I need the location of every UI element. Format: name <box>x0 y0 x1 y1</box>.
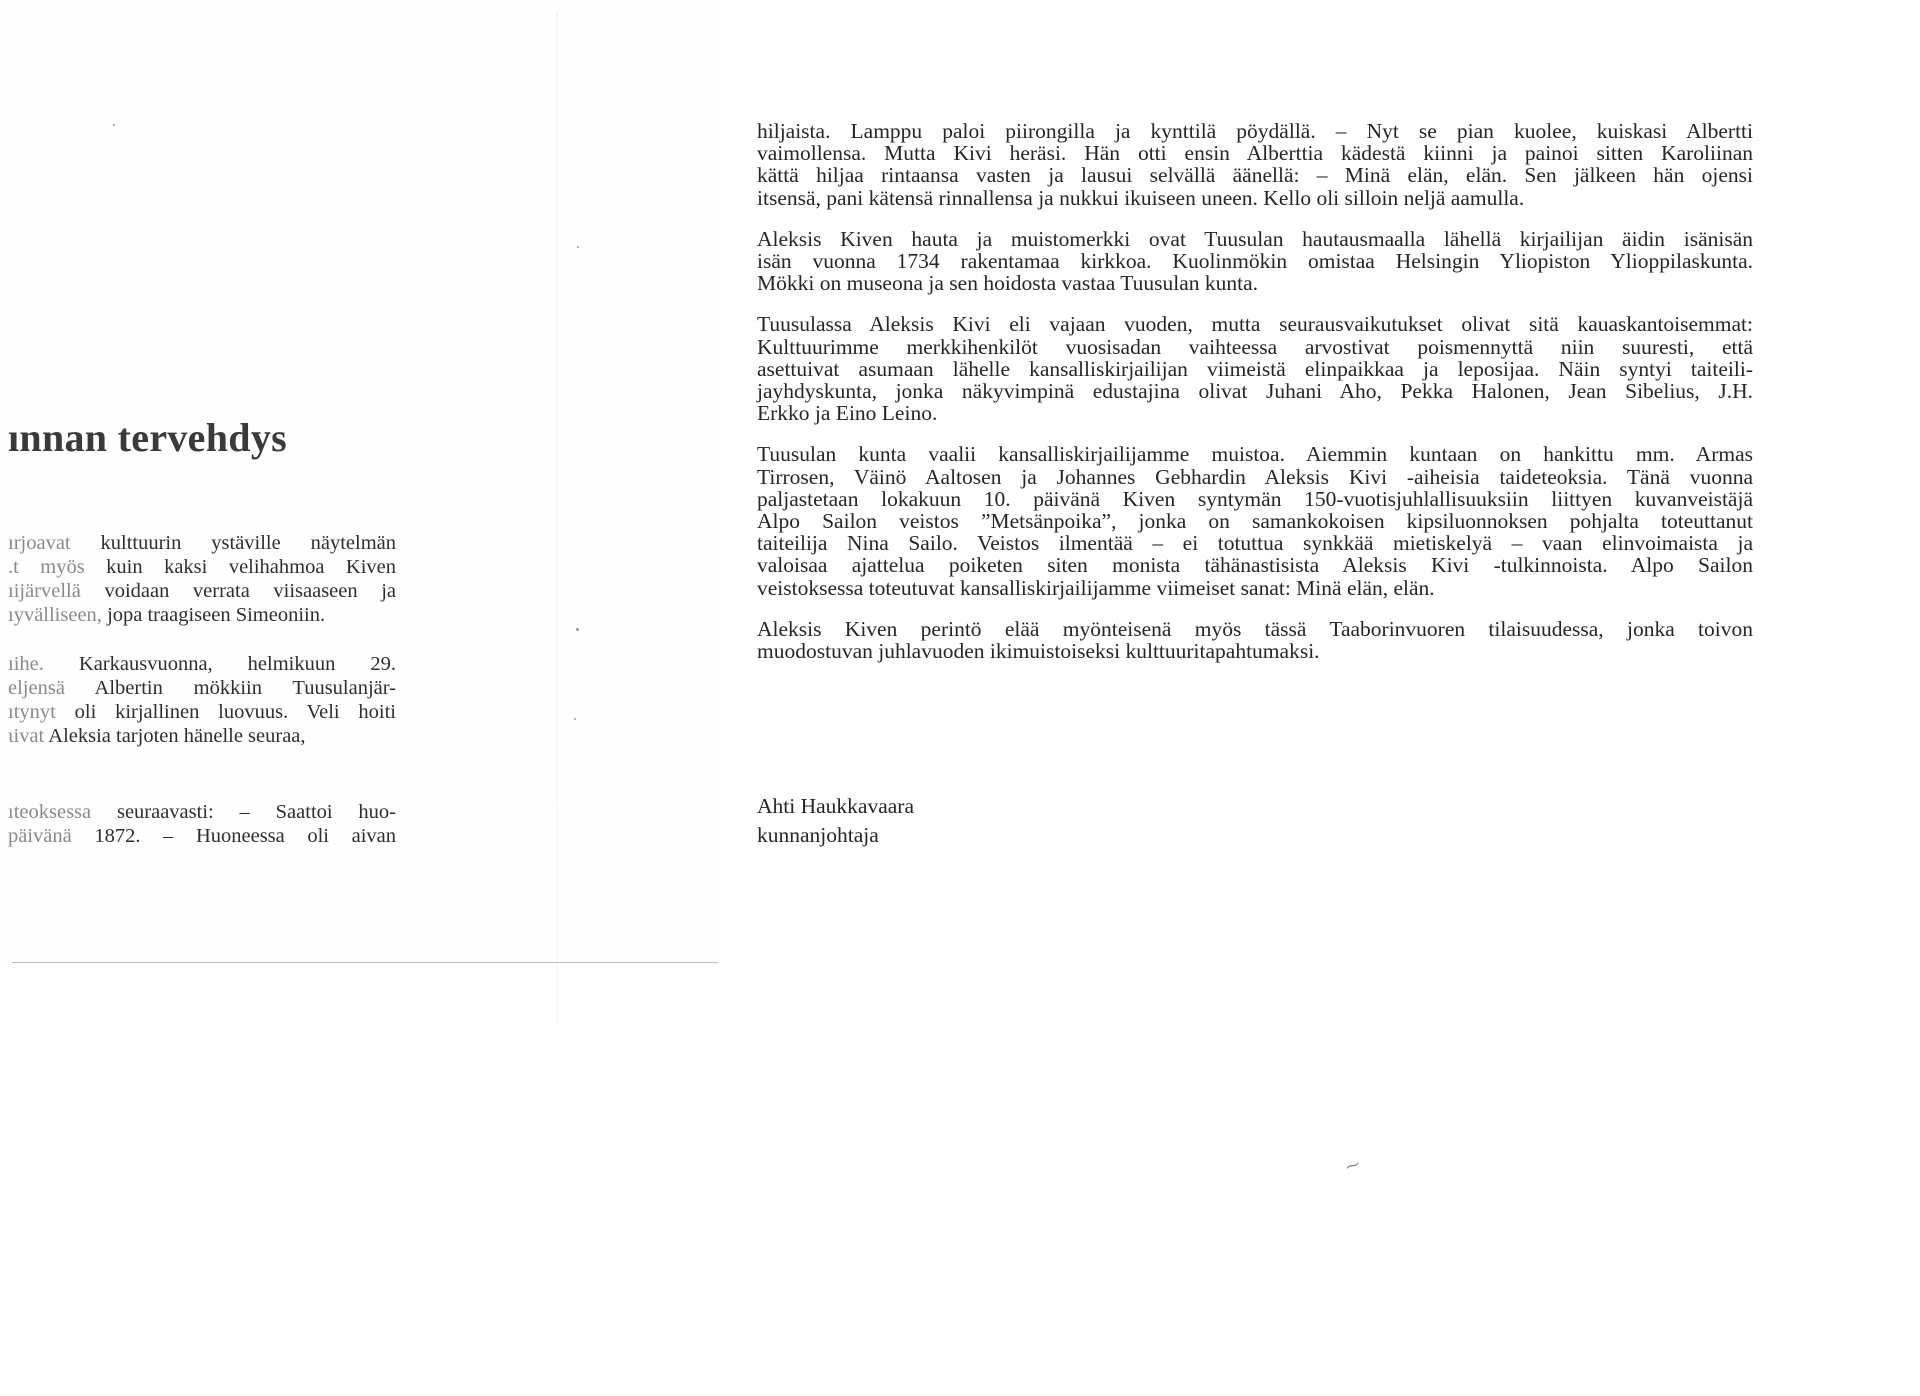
text-line: Tuusulan kunta vaalii kansalliskirjailijamme muistoa. Aiemmin kuntaan on hankittu mm. Armas <box>757 442 1753 467</box>
text-line: Tirrosen, Väinö Aaltosen ja Johannes Gebhardin Aleksis Kivi -aiheisia taideteoksia. Tänä vuonna <box>757 464 1753 489</box>
text-line: muodostuvan juhlavuoden ikimuistoiseksi kulttuuritapahtumaksi. <box>757 639 1320 664</box>
text-line: Erkko ja Eino Leino. <box>757 401 938 426</box>
left-paragraph-1 <box>8 531 396 627</box>
text-line: asettuivat asumaan lähelle kansalliskirjailijan viimeistä elinpaikkaa ja leposijaa. Näin syntyi taiteili- <box>757 356 1753 381</box>
text-line: ıtynyt oli kirjallinen luovuus. Veli hoiti <box>8 701 396 723</box>
text-line: veistoksessa toteutuvat kansalliskirjailijamme viimeiset sanat: Minä elän, elän. <box>757 575 1435 600</box>
text-line: Aleksis Kiven hauta ja muistomerkki ovat Tuusulan hautausmaalla lähellä kirjailijan äidin isänisän <box>757 226 1753 251</box>
text-line: ıteoksessa seuraavasti: – Saattoi huo- <box>8 801 396 823</box>
text-line: ɩivat Aleksia tarjoten hänelle seuraa, <box>8 725 306 747</box>
text-line: Mökki on museona ja sen hoidosta vastaa Tuusulan kunta. <box>757 271 1259 296</box>
paragraph-4 <box>757 443 1753 598</box>
right-page-body <box>757 120 1753 681</box>
left-page <box>0 0 720 965</box>
text-line: hiljaista. Lamppu paloi piirongilla ja kynttilä pöydällä. – Nyt se pian kuolee, kuiskasi Albertti <box>757 119 1753 143</box>
page-bottom-edge <box>12 962 718 963</box>
text-line: Aleksis Kiven perintö elää myönteisenä myös tässä Taaborinvuoren tilaisuudessa, jonka toivon <box>757 616 1753 641</box>
left-paragraph-3 <box>8 800 396 848</box>
text-line: ıihe. Karkausvuonna, helmikuun 29. <box>8 653 396 675</box>
text-line: Alpo Sailon veistos ”Metsänpoika”, jonka on samankokoisen kipsiluonnoksen pohjalta toteuttanut <box>757 509 1753 534</box>
signatory-name: Ahti Haukkavaara <box>757 794 914 818</box>
text-line: jayhdyskunta, jonka näkyvimpinä edustajina olivat Juhani Aho, Pekka Halonen, Jean Sibelius, J.H. <box>757 379 1753 404</box>
text-line: isän vuonna 1734 rakentamaa kirkkoa. Kuolinmökin omistaa Helsingin Yliopiston Ylioppilaskunta. <box>757 249 1753 274</box>
dust-speck <box>576 628 579 631</box>
paragraph-1 <box>757 120 1753 209</box>
dust-speck <box>574 718 576 720</box>
text-line: eljensä Albertin mökkiin Tuusulanjär- <box>8 677 396 699</box>
left-page-heading: ınnan tervehdys <box>8 415 287 460</box>
text-line: ırjoavat kulttuurin ystäville näytelmän <box>8 532 396 554</box>
signatory-title: kunnanjohtaja <box>757 823 879 847</box>
dust-speck <box>113 124 115 126</box>
text-line: ıyvälliseen, jopa traagiseen Simeoniin. <box>8 604 326 626</box>
text-line: itsensä, pani kätensä rinnallensa ja nukkui ikuiseen uneen. Kello oli silloin neljä aamulla. <box>757 185 1525 210</box>
text-line: taiteilija Nina Sailo. Veistos ilmentää – ei totuttua synkkää mietiskelyä – vaan elinvoimaista ja <box>757 531 1753 556</box>
text-line: kättä hiljaa rintaansa vasten ja lausui selvällä äänellä: – Minä elän, elän. Sen jälkeen hän ojensi <box>757 163 1753 188</box>
signature-block <box>757 792 914 850</box>
text-line: vaimollensa. Mutta Kivi heräsi. Hän otti ensin Alberttia kädestä kiinni ja painoi sitten Karoliinan <box>757 141 1753 166</box>
text-line: paljastetaan lokakuun 10. päivänä Kiven syntymän 150-vuotisjuhlallisuuksiin liittyen kuvanveistäjä <box>757 486 1753 511</box>
left-paragraph-2 <box>8 652 396 748</box>
text-line: Tuusulassa Aleksis Kivi eli vajaan vuoden, mutta seurausvaikutukset olivat sitä kauaskantoisemmat: <box>757 312 1753 337</box>
text-line: päivänä 1872. – Huoneessa oli aivan <box>8 825 396 847</box>
paragraph-3 <box>757 313 1753 424</box>
dust-speck <box>577 246 579 248</box>
text-line: valoisaa ajattelua poiketen siten monista tähänastisista Aleksis Kivi -tulkinnoista. Alpo Sailon <box>757 553 1753 578</box>
page-fold-shadow <box>556 12 558 1022</box>
stray-ink-mark: ⁓ <box>1343 1157 1363 1176</box>
paragraph-2 <box>757 228 1753 295</box>
text-line: .t myös kuin kaksi velihahmoa Kiven <box>8 556 396 578</box>
text-line: Kulttuurimme merkkihenkilöt vuosisadan vaihteessa arvostivat poismennyttä niin suuresti, että <box>757 334 1753 359</box>
text-line: ıijärvellä voidaan verrata viisaaseen ja <box>8 580 396 602</box>
paragraph-5 <box>757 618 1753 662</box>
